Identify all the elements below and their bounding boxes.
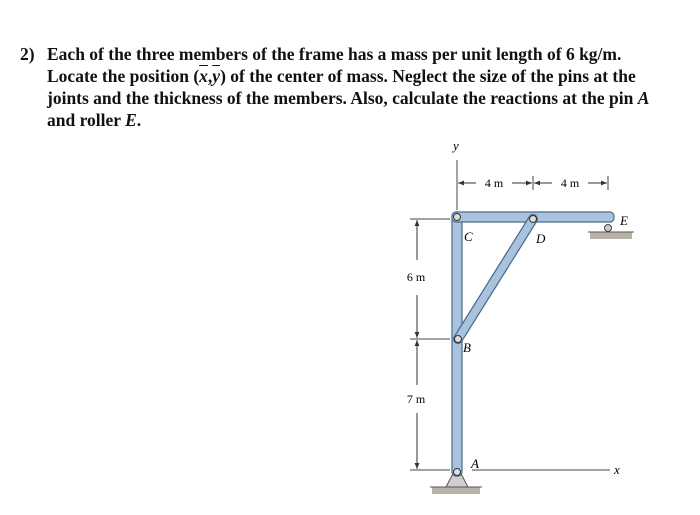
y-bar-symbol: $\overline{y}$ [212, 66, 221, 86]
dim-top-right: 4 m [560, 176, 580, 190]
x-axis-label: x [614, 462, 620, 477]
pin-a-ref: A [637, 88, 650, 108]
pin-a [454, 469, 461, 476]
line-2-end: ) of the center of mass. Neglect the size of the pins at the [220, 66, 636, 86]
line-3-start: joints and the thickness of the members. Also, calculate the reactions at the pin [47, 88, 638, 108]
dim-lower-vertical: 7 m [406, 392, 426, 406]
member-ac [452, 212, 462, 476]
roller-e-ref: E [125, 110, 137, 130]
line-4-end: . [136, 110, 142, 130]
dim-upper-vertical: 6 m [406, 270, 426, 284]
comma-symbol: , [207, 66, 213, 86]
problem-line-1: Each of the three members of the frame has a mass per unit length of 6 kg/m. [47, 44, 622, 64]
pin-d [530, 216, 537, 223]
roller-e-wheel [605, 225, 612, 232]
ground-e [590, 232, 632, 239]
line-4-start: and roller [47, 110, 126, 130]
dim-top-left: 4 m [484, 176, 504, 190]
label-c: C [464, 229, 473, 244]
pin-b [455, 336, 462, 343]
pin-c [454, 214, 461, 221]
label-d: D [536, 231, 546, 246]
line-2-start: Locate the position ( [47, 66, 200, 86]
label-b: B [463, 340, 471, 355]
problem-number: 2) [20, 44, 35, 64]
ground-a [432, 487, 480, 494]
x-bar-symbol: $\overline{x}$ [199, 66, 208, 86]
label-a: A [471, 456, 479, 471]
y-axis-label: y [453, 138, 459, 153]
label-e: E [620, 213, 628, 228]
